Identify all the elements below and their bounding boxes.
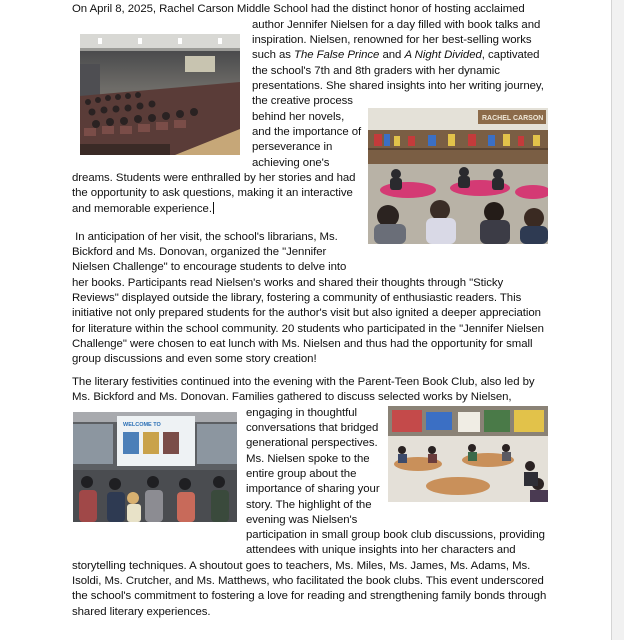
text-cursor [213,202,214,214]
article-line-15: Bickford and Ms. Donovan, organized the "Jennifer [72,246,327,258]
article-line-9: perseverance in [252,141,333,153]
article-line-36: Isoldi, Ms. Crutcher, and Ms. Matthews, who facilitated the book clubs. This event underscored [72,575,544,587]
article-line-18: Reviews" displayed outside the library, fostering a community of enthusiastic readers. This [72,292,522,304]
article-line-13 [72,202,214,218]
article-line-24: Ms. Bickford and Ms. Donovan. Families gathered to discuss selected works by Nielsen, [72,391,512,403]
article-line-10: achieving one's [252,157,330,169]
article-line-22: group discussions and even some story creation! [72,353,317,365]
article-line-11: dreams. Students were enthralled by her stories and had [72,172,356,184]
article-line-23: The literary festivities continued into the evening with the Parent-Teen Book Club, also led by [72,376,535,388]
article-line-27: generational perspectives. [246,437,378,449]
article-line-31: story. The highlight of the [246,499,372,511]
document-page-edge [611,0,624,640]
article-line-8: and the importance of [252,126,362,138]
article-line-4: the school's 7th and 8th graders with her dynamic [252,65,500,77]
photo-auditorium-presentation [80,34,240,155]
article-line-37: the school's commitment to fostering a love for reading and strengthening family bonds through [72,590,547,602]
works-suffix: , captivated [481,49,540,61]
article-line-20: for literature within the school community. 20 students who participated in the "Jennifer Nielsen [72,323,544,335]
article-line-17: her books. Participants read Nielsen's works and shared their thoughts through "Sticky [72,277,504,289]
article-line-29: entire group about the [246,468,357,480]
article-line-38: shared literary experiences. [72,606,211,618]
article-line-32: evening was Nielsen's [246,514,358,526]
article-line-3: inspiration. Nielsen, renowned for her best-selling works [252,34,532,46]
photo-library-gathering [368,108,548,244]
article-line-28: Ms. Nielsen spoke to the [246,453,370,465]
article-line-21: Challenge" were chosen to eat lunch with Ms. Nielsen and thus had the opportunity for small [72,338,533,350]
article-line-19: initiative not only prepared students for the author's visit but also ignited a deeper appreciation [72,307,541,319]
article-line-works [252,48,539,64]
library-sign-text: RACHEL CARSON [482,115,544,122]
article-line-2: author Jennifer Nielsen for a day filled with book talks and [252,19,541,31]
article-line-26: conversations that bridged [246,422,379,434]
article-line-14: In anticipation of her visit, the school's librarians, Ms. [72,231,338,243]
photo-presentation-screen [73,412,237,522]
screen-welcome-text: WELCOME TO [123,422,161,428]
article-line-7: behind her novels, [252,111,345,123]
article-line-25: engaging in thoughtful [246,407,358,419]
book-title-false-prince: The False Prince [294,49,380,61]
article-line-6: the creative process [252,95,353,107]
article-line-1: On April 8, 2025, Rachel Carson Middle School had the distinct honor of hosting acclaimed [72,3,525,15]
article-line-30: importance of sharing your [246,483,380,495]
works-joiner: and [379,49,405,61]
article-line-33: participation in small group book club discussions, providing [246,529,545,541]
article-line-5: presentations. She shared insights into her writing journey, [252,80,544,92]
article-line-13-text: and memorable experience. [72,203,212,215]
article-line-16: Nielsen Challenge" to encourage students to delve into [72,261,347,273]
book-title-night-divided: A Night Divided [404,49,482,61]
photo-book-club-tables [388,406,548,502]
article-line-34: attendees with unique insights into her characters and [246,544,516,556]
works-prefix: such as [252,49,295,61]
article-line-35: storytelling techniques. A shoutout goes to teachers, Ms. Miles, Ms. James, Ms. Adams, Ms. [72,560,531,572]
article-line-12: the opportunity to ask questions, making it an interactive [72,187,353,199]
